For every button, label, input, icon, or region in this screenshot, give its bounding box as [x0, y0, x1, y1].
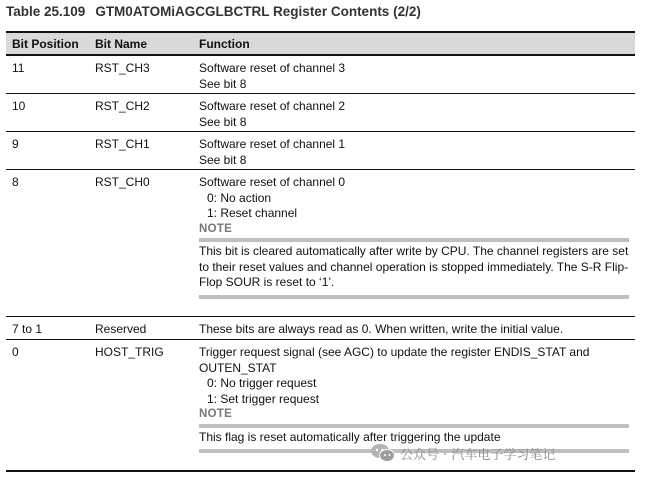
function-text: OUTEN_STAT — [199, 360, 277, 375]
function-text: Software reset of channel 2 — [199, 99, 346, 113]
table-number: Table 25.109 — [6, 4, 86, 19]
table-row — [6, 317, 635, 340]
table-row — [6, 56, 635, 94]
function-cell — [199, 322, 629, 338]
function-text: Software reset of channel 1 — [199, 137, 346, 151]
header-function: Function — [199, 37, 250, 51]
table-title: GTM0ATOMiAGCGLBCTRL Register Contents (2/2) — [95, 4, 421, 19]
watermark-text: 公众号 · 汽车电子学习笔记 — [400, 447, 556, 463]
bit-position: 11 — [12, 61, 25, 75]
note-box: This bit is cleared automatically after write by CPU. The channel registers are set to their reset values and channel operation is stopped immediately. The S-R Flip-Flop SOUR is reset to ‘1’. — [199, 238, 629, 299]
note-label: NOTE — [199, 222, 233, 235]
table-caption — [6, 4, 421, 19]
function-cell — [199, 99, 629, 130]
option-text: 0: No action — [207, 190, 272, 205]
header-bit-name: Bit Name — [95, 37, 148, 51]
table-header — [6, 31, 635, 56]
note-box: This flag is reset automatically after triggering the update — [199, 424, 629, 454]
option-text: 1: Reset channel — [207, 206, 298, 220]
bit-name: RST_CH0 — [95, 175, 150, 189]
bit-position: 8 — [12, 175, 19, 189]
table-row — [6, 94, 635, 132]
note-label: NOTE — [199, 408, 233, 420]
function-text: See bit 8 — [199, 152, 247, 167]
table-row — [6, 170, 635, 317]
bit-name: Reserved — [95, 322, 147, 336]
watermark — [370, 443, 555, 463]
function-text: These bits are always read as 0. When written, write the initial value. — [199, 322, 564, 336]
function-cell — [199, 345, 629, 453]
bit-name: HOST_TRIG — [95, 345, 164, 359]
function-text: Trigger request signal (see AGC) to update the register ENDIS_STAT and — [199, 345, 590, 359]
bit-position: 0 — [12, 345, 19, 359]
bit-position: 7 to 1 — [12, 322, 43, 336]
function-text: Software reset of channel 0 — [199, 175, 346, 189]
option-text: 0: No trigger request — [207, 376, 317, 390]
bit-name: RST_CH1 — [95, 137, 150, 151]
option-text: 1: Set trigger request — [207, 391, 320, 406]
function-cell — [199, 61, 629, 92]
bit-name: RST_CH2 — [95, 99, 150, 113]
function-cell — [199, 137, 629, 168]
function-text: Software reset of channel 3 — [199, 61, 346, 75]
table-row — [6, 132, 635, 170]
function-text: See bit 8 — [199, 114, 247, 129]
wechat-icon — [370, 443, 396, 463]
header-bit-position: Bit Position — [12, 37, 79, 51]
bit-name: RST_CH3 — [95, 61, 150, 75]
function-text: See bit 8 — [199, 76, 247, 91]
register-table — [6, 31, 635, 472]
function-cell — [199, 175, 629, 299]
bit-position: 10 — [12, 99, 26, 113]
bit-position: 9 — [12, 137, 19, 151]
